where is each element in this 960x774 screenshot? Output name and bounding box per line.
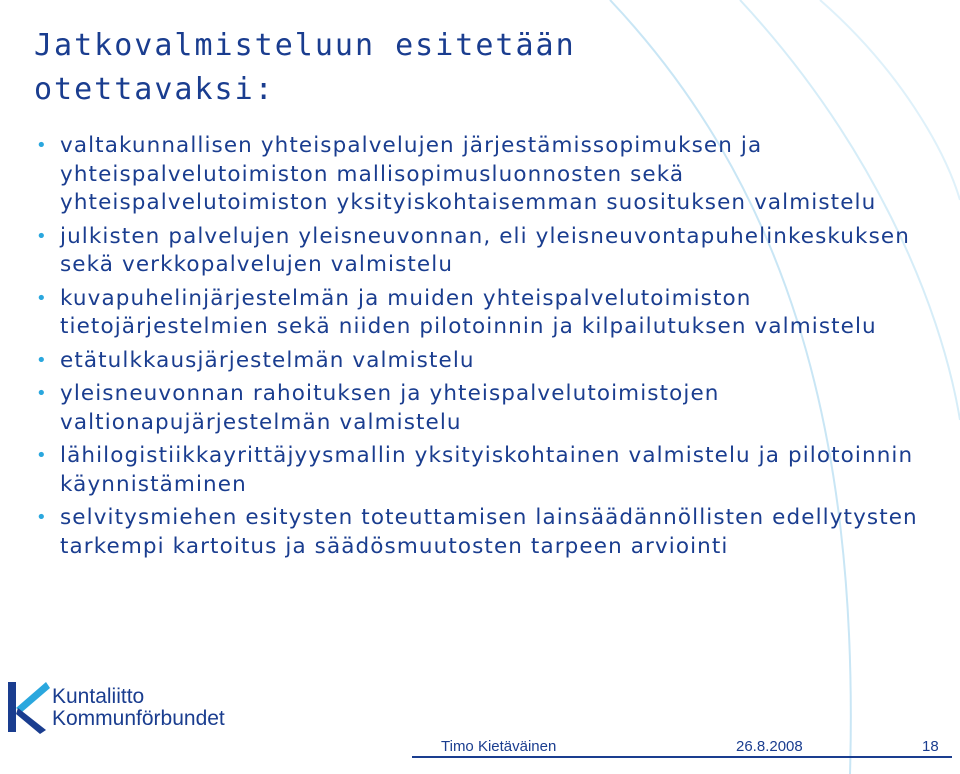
kuntaliitto-logo xyxy=(6,676,256,736)
bullet-dot-icon: • xyxy=(36,287,48,309)
bullet-list xyxy=(34,132,934,566)
bullet-dot-icon: • xyxy=(36,507,48,528)
bullet-item xyxy=(34,285,934,342)
bullet-text: julkisten palvelujen yleisneuvonnan, eli yleisneuvontapuhelinkeskuksen sekä verkkopalvelujen valmistelu xyxy=(60,223,910,277)
bullet-item xyxy=(34,380,934,437)
bullet-item xyxy=(34,223,934,280)
logo-line-1: Kuntaliitto xyxy=(52,685,145,708)
slide-title-line-2: otettavaksi: xyxy=(34,72,275,107)
bullet-text: valtakunnallisen yhteispalvelujen järjestämissopimuksen ja yhteispalvelutoimiston mallisopimusluonnosten sekä yhteispalvelutoimiston yksityiskohtaisemman suosituksen valmistelu xyxy=(60,133,877,215)
logo-line-2: Kommunförbundet xyxy=(52,707,225,730)
bullet-item xyxy=(34,504,934,561)
bullet-text: etätulkkausjärjestelmän valmistelu xyxy=(60,347,475,373)
footer-divider xyxy=(412,756,952,758)
bullet-text: kuvapuhelinjärjestelmän ja muiden yhteispalvelutoimiston tietojärjestelmien sekä niiden pilotoinnin ja kilpailutuksen valmistelu xyxy=(60,285,877,339)
bullet-dot-icon: • xyxy=(36,445,48,466)
bullet-item xyxy=(34,442,934,499)
bullet-text: yleisneuvonnan rahoituksen ja yhteispalvelutoimistojen valtionapujärjestelmän valmistelu xyxy=(60,381,720,435)
footer-author: Timo Kietäväinen xyxy=(441,738,557,755)
slide-title xyxy=(34,24,634,112)
bullet-item xyxy=(34,132,934,218)
k-logo-icon xyxy=(6,678,50,734)
bullet-dot-icon: • xyxy=(36,135,48,156)
footer-page-number: 18 xyxy=(922,738,939,755)
bullet-text: selvitysmiehen esitysten toteuttamisen lainsäädännöllisten edellytysten tarkempi kartoitus ja säädösmuutosten tarpeen arviointi xyxy=(60,505,918,559)
bullet-dot-icon: • xyxy=(36,349,48,371)
bullet-text: lähilogistiikkayrittäjyysmallin yksityiskohtainen valmistelu ja pilotoinnin käynnistäminen xyxy=(60,443,914,497)
bullet-dot-icon: • xyxy=(36,383,48,404)
footer-date: 26.8.2008 xyxy=(736,738,803,755)
slide-title-line-1: Jatkovalmisteluun esitetään xyxy=(34,28,576,63)
bullet-dot-icon: • xyxy=(36,225,48,247)
slide-footer xyxy=(0,736,960,762)
bullet-item xyxy=(34,347,934,376)
